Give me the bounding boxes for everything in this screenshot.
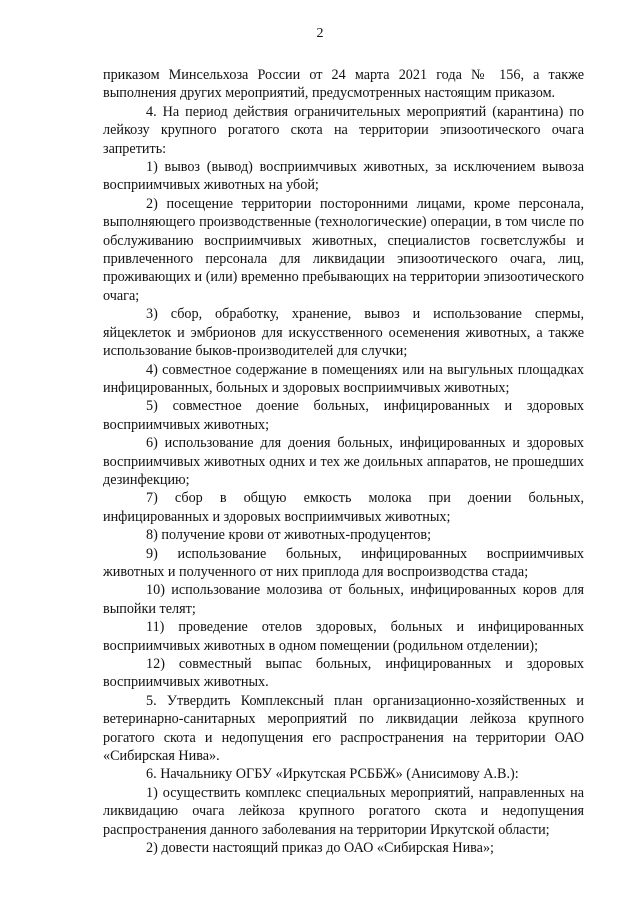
paragraph: 4) совместное содержание в помещениях или на выгульных площадках инфицированных, больных и здоровых восприимчивых животных; [103,361,584,396]
paragraph: 6. Начальнику ОГБУ «Иркутская РСББЖ» (Анисимову А.В.): [146,766,519,783]
paragraph: 4. На период действия ограничительных мероприятий (карантина) по лейкозу крупного рогатого скота на территории эпизоотического очага запретить: [103,103,584,157]
page-number: 2 [316,26,324,41]
paragraph: 6) использование для доения больных, инфицированных и здоровых восприимчивых животных одних и тех же доильных аппаратов, не прошедших дезинфекцию; [103,435,584,488]
paragraph: 5. Утвердить Комплексный план организационно-хозяйственных и ветеринарно-санитарных мероприятий по ликвидации лейкоза крупного рогатого скота и недопущения его распространения на территории ОАО «Сибирская Нива». [103,692,584,765]
paragraph: 2) довести настоящий приказ до ОАО «Сибирская Нива»; [146,840,495,857]
paragraph: 5) совместное доение больных, инфицированных и здоровых восприимчивых животных; [103,398,584,433]
paragraph: 12) совместный выпас больных, инфицированных и здоровых восприимчивых животных. [103,656,584,691]
paragraph: 7) сбор в общую емкость молока при доении больных, инфицированных и здоровых восприимчивых животных; [103,490,584,525]
paragraph: 11) проведение отелов здоровых, больных и инфицированных восприимчивых животных в одном помещении (родильном отделении); [103,619,584,654]
paragraph: 3) сбор, обработку, хранение, вывоз и использование спермы, яйцеклеток и эмбрионов для искусственного осеменения животных, а также использование быков-производителей для случки; [103,306,584,360]
paragraph: 1) осуществить комплекс специальных мероприятий, направленных на ликвидацию очага лейкоза крупного рогатого скота и недопущения распространения данного заболевания на территории Иркутской области; [103,784,584,838]
paragraph: 1) вывоз (вывод) восприимчивых животных, за исключением вывоза восприимчивых животных на убой; [103,159,584,194]
paragraph: 2) посещение территории посторонними лицами, кроме персонала, выполняющего производственные (технологические) операции, в том числе по обслуживанию восприимчивых животных, специалистов госветслужбы и привлеченного персонала для ликвидации эпизоотического очага, лиц, проживающих и (или) временно пребывающих на территории эпизоотического очага; [103,195,584,304]
paragraph: 8) получение крови от животных-продуцентов; [146,527,432,544]
document-body [103,66,584,857]
paragraph: 10) использование молозива от больных, инфицированных коров для выпойки телят; [103,582,584,617]
paragraph: приказом Минсельхоза России от 24 марта 2021 года № 156, а также выполнения других мероприятий, предусмотренных настоящим приказом. [103,67,584,102]
paragraph: 9) использование больных, инфицированных восприимчивых животных и полученного от них приплода для воспроизводства стада; [103,545,584,580]
